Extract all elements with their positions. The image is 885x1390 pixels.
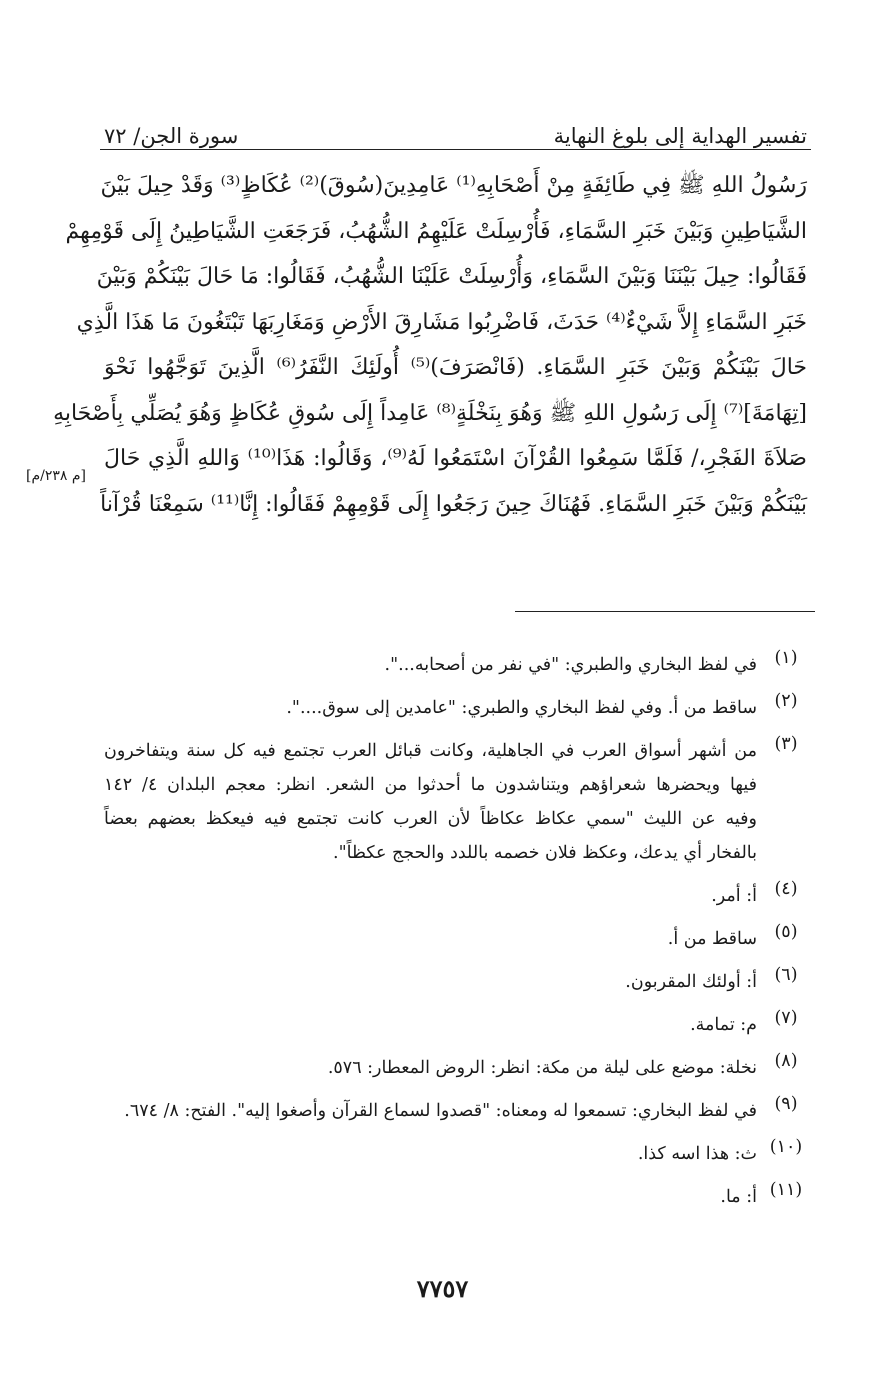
text-line: رَسُولُ اللهِ ﷺ فِي طَائِفَةٍ مِنْ أَصْحَابِهِ⁽¹⁾ عَامِدِينَ(سُوقَ)⁽²⁾ عُكَاظٍ⁽³⁾ وَقَدْ حِيلَ بَيْنَ (100, 173, 807, 198)
footnote-text: أ: أمر. (711, 886, 757, 906)
footnote-text: في لفظ البخاري والطبري: "في نفر من أصحابه...". (384, 655, 757, 675)
footnote-text: أ: أولئك المقربون. (625, 972, 757, 992)
footnote-number: (٧) (774, 1008, 798, 1028)
footnote-number: (١) (774, 648, 798, 668)
footnote-item (104, 734, 815, 870)
text-line: [تِهَامَةَ]⁽⁷⁾ إِلَى رَسُولِ اللهِ ﷺ وَهُوَ بِنَخْلَةٍ⁽⁸⁾ عَامِداً إِلَى سُوقِ عُكَاظٍ وَهُوَ يُصَلِّي بِأَصْحَابِهِ (53, 400, 807, 426)
footnote-number: (٩) (774, 1094, 798, 1114)
footnote-number: (١٠) (769, 1137, 803, 1157)
footnote-text: م: تمامة. (690, 1015, 757, 1035)
footnote-item (104, 922, 815, 956)
footnote-text: ث: هذا اسه كذا. (637, 1144, 757, 1164)
footnote-text: وفيه عن الليث "سمي عكاظ عكاظاً لأن العرب كانت تجتمع فيه فيعكظ بعضهم بعضاً (104, 809, 757, 829)
footnote-rule (515, 611, 815, 612)
manuscript-margin-note: [م ٢٣٨/م] (26, 468, 87, 484)
header-rule (100, 149, 811, 150)
footnote-item (104, 1137, 815, 1171)
footnote-number: (٣) (774, 734, 798, 754)
footnote-number: (٥) (774, 922, 798, 942)
text-line: صَلاَةَ الفَجْرِ،/ فَلَمَّا سَمِعُوا القُرْآنَ اسْتَمَعُوا لَهُ⁽⁹⁾، وَقَالُوا: هَذَا⁽¹⁰⁾ وَاللهِ الَّذِي حَالَ (104, 446, 807, 471)
footnote-item (104, 1051, 815, 1085)
footnote-text: ساقط من أ. وفي لفظ البخاري والطبري: "عامدين إلى سوق....". (286, 698, 757, 718)
surah-label: سورة الجن/ ٧٢ (104, 124, 239, 148)
text-line: الشَّيَاطِينِ وَبَيْنَ خَبَرِ السَّمَاءِ، فَأُرْسِلَتْ عَلَيْهِمُ الشُّهُبُ، فَرَجَعَتِ الشَّيَاطِينُ إِلَى قَوْمِهِمْ (65, 218, 807, 244)
footnote-item (104, 879, 815, 913)
footnote-text: ساقط من أ. (667, 929, 757, 949)
footnote-number: (١١) (769, 1180, 803, 1200)
book-title: تفسير الهداية إلى بلوغ النهاية (553, 124, 807, 148)
text-line: فَقَالُوا: حِيلَ بَيْنَنَا وَبَيْنَ السَّمَاءِ، وَأُرْسِلَتْ عَلَيْنَا الشُّهُبُ، فَقَالُوا: مَا حَالَ بَيْنَكُمْ وَبَيْنَ (96, 264, 807, 289)
page-number: ٧٧٥٧ (416, 1274, 469, 1303)
footnote-item (104, 965, 815, 999)
footnote-text: أ: ما. (720, 1187, 757, 1207)
footnotes (104, 648, 815, 1214)
footnote-number: (٢) (774, 691, 798, 711)
footnote-number: (٨) (774, 1051, 798, 1071)
text-line: خَبَرِ السَّمَاءِ إِلاَّ شَيْءٌ⁽⁴⁾ حَدَثَ، فَاضْرِبُوا مَشَارِقَ الأَرْضِ وَمَغَارِبَهَا تَبْتَغُونَ مَا هَذَا الَّذِي (76, 309, 807, 335)
footnote-item (104, 1094, 815, 1128)
footnote-number: (٤) (774, 879, 798, 899)
footnote-item (104, 1180, 815, 1214)
running-header (104, 108, 807, 148)
footnote-text: نخلة: موضع على ليلة من مكة: انظر: الروض المعطار: ٥٧٦. (327, 1058, 757, 1078)
footnote-number: (٦) (774, 965, 798, 985)
footnote-text: فيها ويحضرها شعراؤهم ويتناشدون ما أحدثوا من الشعر. انظر: معجم البلدان ٤/ ١٤٢ (104, 775, 757, 795)
footnote-item (104, 1008, 815, 1042)
footnote-item (104, 648, 815, 682)
footnote-text: في لفظ البخاري: تسمعوا له ومعناه: "قصدوا لسماع القرآن وأصغوا إليه". الفتح: ٨/ ٦٧٤. (124, 1101, 757, 1121)
footnote-text: بالفخار أي يدعك، وعكظ فلان خصمه باللدد والحجج عكظاً". (333, 843, 757, 863)
footnote-item (104, 691, 815, 725)
footnote-text: من أشهر أسواق العرب في الجاهلية، وكانت قبائل العرب تجتمع فيه كل سنة ويتفاخرون (104, 741, 757, 761)
text-line: حَالَ بَيْنَكُمْ وَبَيْنَ خَبَرِ السَّمَاءِ. (فَانْصَرَفَ)⁽⁵⁾ أُولَئِكَ النَّفَرُ⁽⁶⁾ الَّذِينَ تَوَجَّهُوا نَحْوَ (104, 355, 807, 380)
text-line: بَيْنَكُمْ وَبَيْنَ خَبَرِ السَّمَاءِ. فَهُنَاكَ حِينَ رَجَعُوا إِلَى قَوْمِهِمْ فَقَالُوا: إِنَّا⁽¹¹⁾ سَمِعْنَا قُرْآناً (100, 491, 807, 517)
